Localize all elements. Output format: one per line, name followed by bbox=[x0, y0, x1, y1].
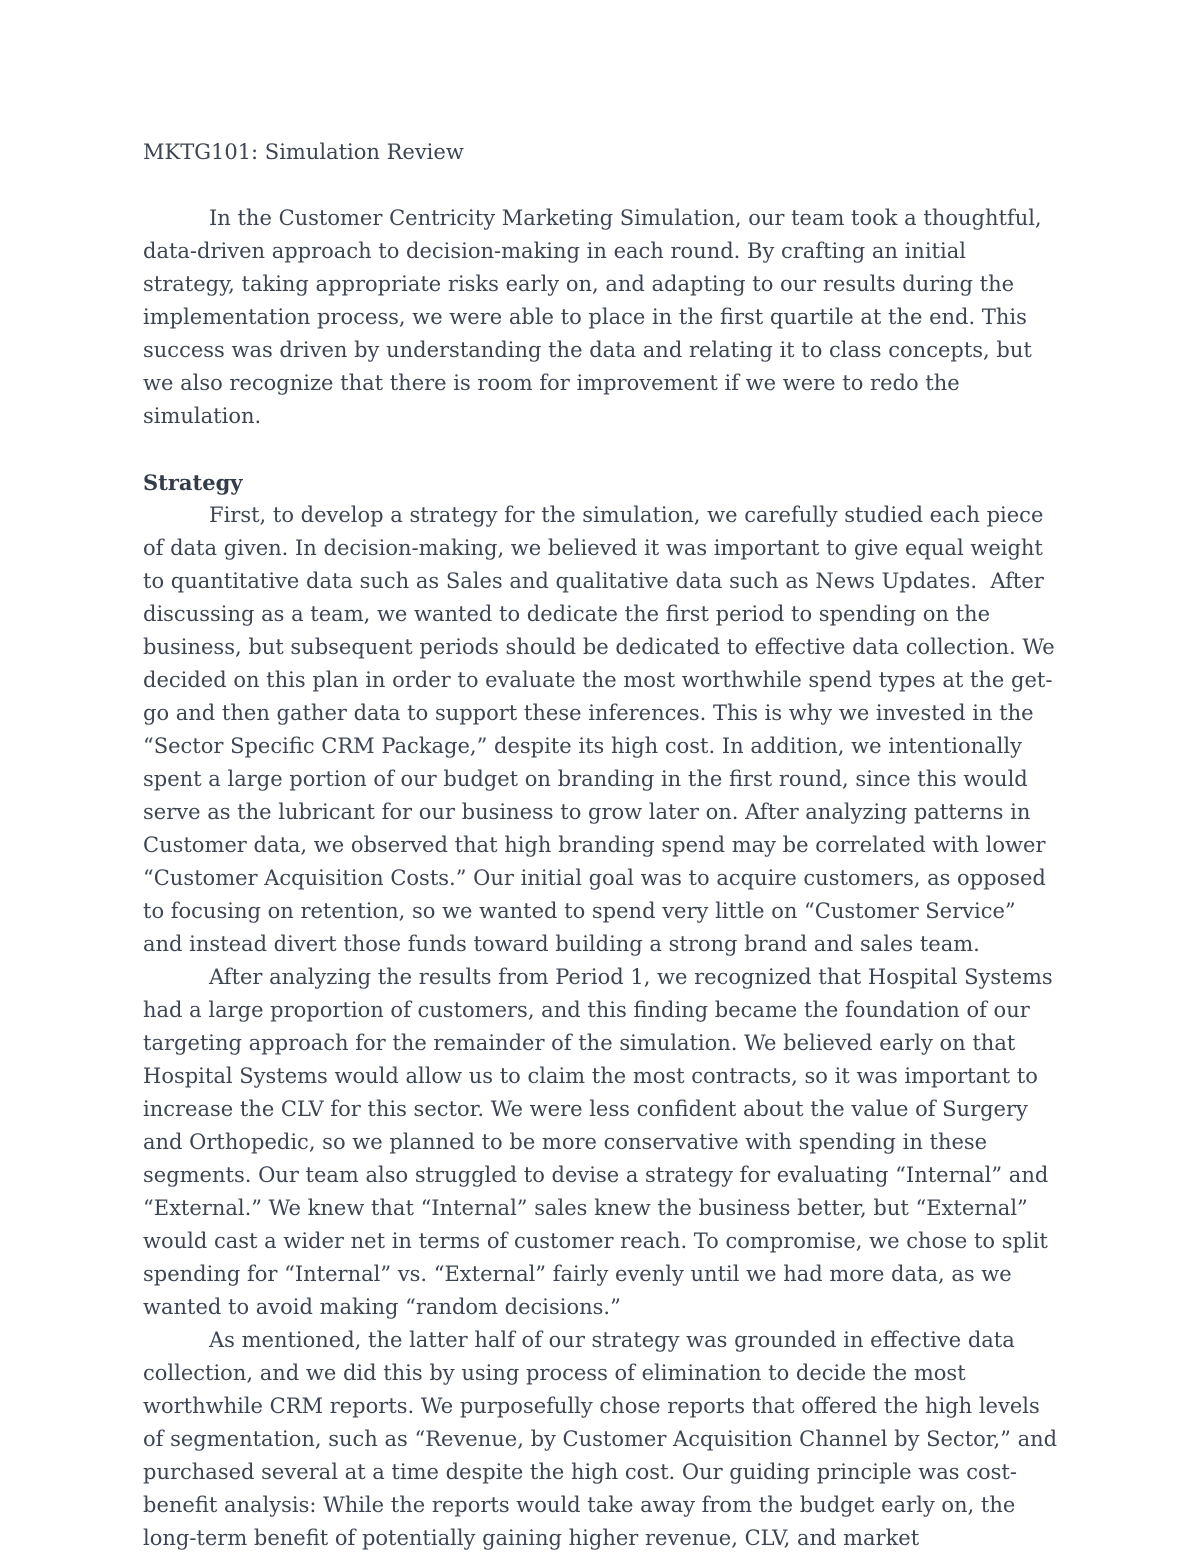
strategy-paragraph-2: After analyzing the results from Period 1, we recognized that Hospital Systems had a large proportion of customers, and this finding became the foundation of our targeting approach for the remainder of the simulation. We believed early on that Hospital Systems would allow us to claim the most contracts, so it was important to increase the CLV for this sector. We were less confident about the value of Surgery and Orthopedic, so we planned to be more conservative with spending in these segments. Our team also struggled to devise a strategy for evaluating “Internal” and “External.” We knew that “Internal” sales knew the business better, but “External” would cast a wider net in terms of customer reach. To compromise, we chose to split spending for “Internal” vs. “External” fairly evenly until we had more data, as we wanted to avoid making “random decisions.” bbox=[143, 965, 1060, 1319]
intro-paragraph: In the Customer Centricity Marketing Simulation, our team took a thoughtful, data-driven approach to decision-making in each round. By crafting an initial strategy, taking appropriate risks early on, and adapting to our results during the implementation process, we were able to place in the first quartile at the end. This success was driven by understanding the data and relating it to class concepts, but we also recognize that there is room for improvement if we were to redo the simulation. bbox=[143, 206, 1049, 428]
strategy-paragraph-1: First, to develop a strategy for the simulation, we carefully studied each piece of data given. In decision-making, we believed it was important to give equal weight to quantitative data such as Sales and qualitative data such as News Updates. After discussing as a team, we wanted to dedicate the first period to spending on the business, but subsequent periods should be dedicated to effective data collection. We decided on this plan in order to evaluate the most worthwhile spend types at the get-go and then gather data to support these inferences. This is why we invested in the “Sector Specific CRM Package,” despite its high cost. In addition, we intentionally spent a large portion of our budget on branding in the first round, since this would serve as the lubricant for our business to grow later on. After analyzing patterns in Customer data, we observed that high branding spend may be correlated with lower “Customer Acquisition Costs.” Our initial goal was to acquire customers, as opposed to focusing on retention, so we wanted to spend very little on “Customer Service” and instead divert those funds toward building a strong brand and sales team. bbox=[143, 503, 1062, 956]
strategy-paragraph-3: As mentioned, the latter half of our strategy was grounded in effective data collection, and we did this by using process of elimination to decide the most worthwhile CRM reports. We purposefully chose reports that offered the high levels of segmentation, such as “Revenue, by Customer Acquisition Channel by Sector,” and purchased several at a time despite the high cost. Our guiding principle was cost-benefit analysis: While the reports would take away from the budget early on, the long-term benefit of potentially gaining higher revenue, CLV, and market bbox=[143, 1328, 1064, 1550]
strategy-heading: Strategy bbox=[143, 470, 243, 495]
document-title: MKTG101: Simulation Review bbox=[143, 140, 464, 164]
